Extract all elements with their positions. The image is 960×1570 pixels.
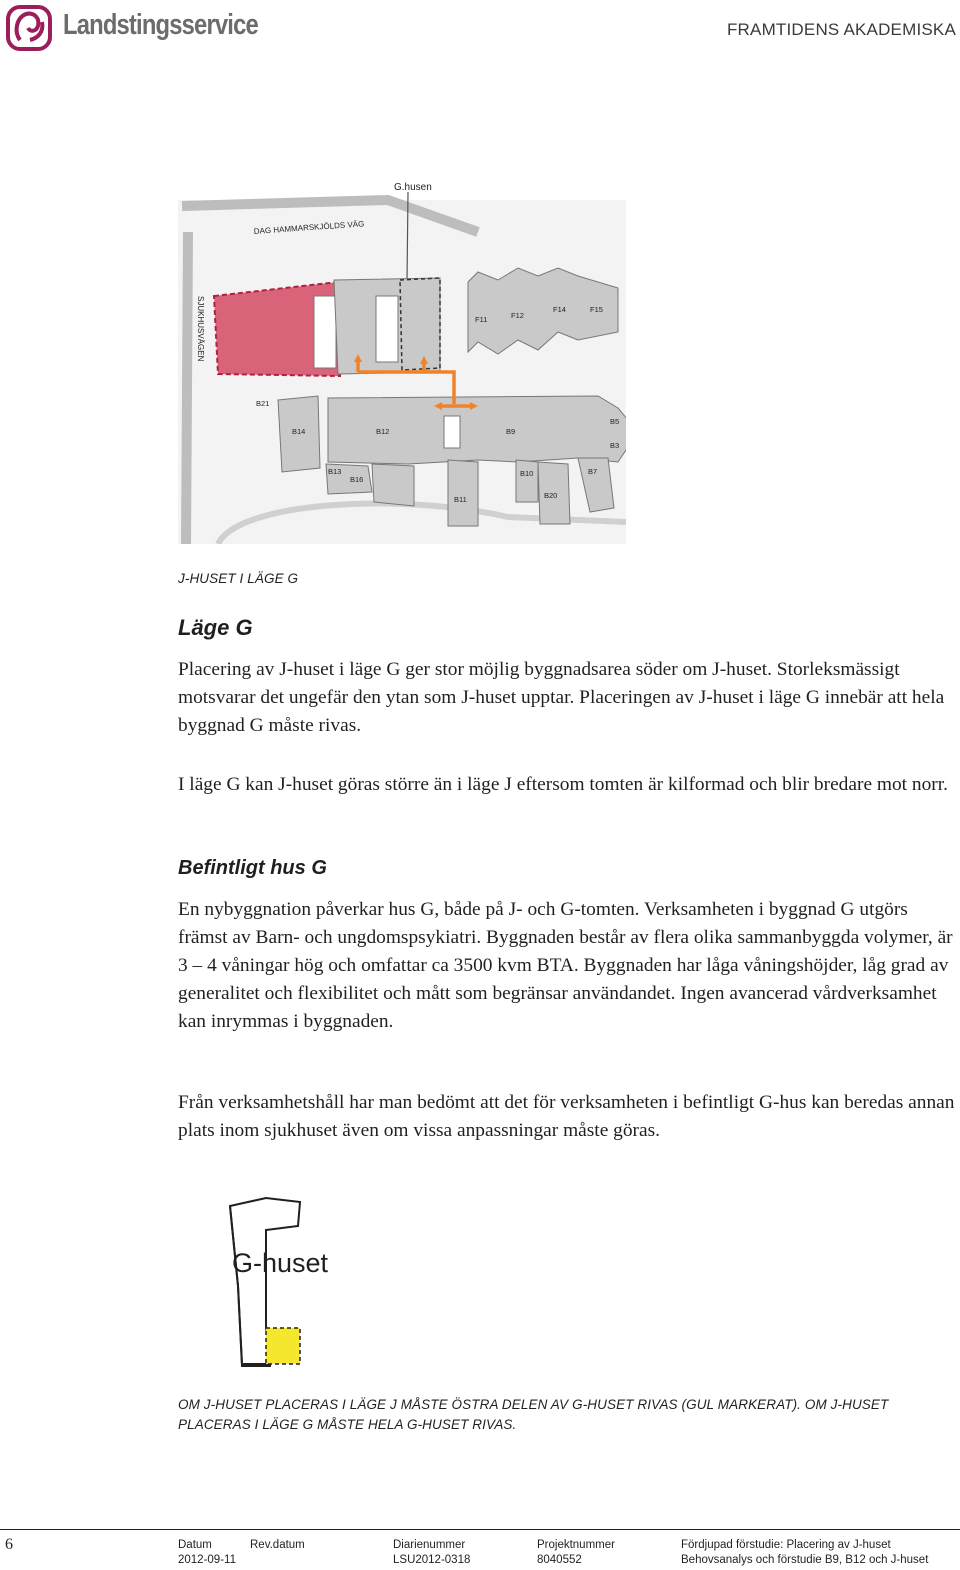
diagram-label: G-huset (232, 1248, 329, 1278)
bldg-label: F12 (511, 311, 524, 320)
bldg-label: F15 (590, 305, 603, 314)
footer-value: LSU2012-0318 (393, 1554, 471, 1566)
footer-divider (0, 1529, 960, 1530)
footer-title-line: Behovsanalys och förstudie B9, B12 och J-huset (681, 1554, 929, 1566)
footer-title-line: Fördjupad förstudie: Placering av J-huset (681, 1539, 891, 1551)
footer-projektnummer (537, 1538, 615, 1568)
bldg-label: B20 (544, 491, 558, 500)
footer-document-title (681, 1538, 928, 1568)
figure-caption: OM J-HUSET PLACERAS I LÄGE J MÅSTE ÖSTRA DELEN AV G-HUSET RIVAS (GUL MARKERAT). OM J-HUSET PLACERAS I LÄGE G MÅSTE HELA G-HUSET RIVAS. (178, 1397, 889, 1432)
bldg-label: F14 (553, 305, 566, 314)
body-paragraph: Placering av J-huset i läge G ger stor möjlig byggnadsarea söder om J-huset. Storleksmässigt motsvarar det ungefär den ytan som J-huset upptar. Placeringen av J-huset i läge G innebär att hela byggnad G måste rivas. (178, 659, 945, 736)
landstingsservice-logo-icon (6, 4, 52, 52)
bldg-label: B5 (610, 417, 620, 426)
map-label-top: G.husen (394, 182, 432, 193)
body-paragraph: Från verksamhetshåll har man bedömt att det för verksamheten i befintligt G-hus kan beredas annan plats inom sjukhuset även om vissa anpassningar måste göras. (178, 1092, 955, 1141)
footer-label: Projektnummer (537, 1539, 615, 1551)
section-heading: Läge G (178, 615, 253, 640)
body-paragraph: I läge G kan J-huset göras större än i läge J eftersom tomten är kilformad och blir bredare mot norr. (178, 774, 948, 795)
bldg-label: B14 (292, 427, 306, 436)
footer-label: Rev.datum (250, 1539, 305, 1551)
bldg-label: B3 (610, 441, 620, 450)
footer-datum (178, 1538, 236, 1568)
footer-label: Diarienummer (393, 1539, 466, 1551)
map-road-2: SJUKHUSVÄGEN (196, 296, 205, 362)
body-paragraph: En nybyggnation påverkar hus G, både på J- och G-tomten. Verksamheten i byggnad G utgörs främst av Barn- och ungdomspsykiatri. Byggnaden består av flera olika sammanbyggda volymer, är 3 – 4 våningar hög och omfattar ca 3500 kvm BTA. Byggnaden har låga våningshöjder, låg grad av generalitet och flexibilitet och mått som begränsar användandet. Ingen avancerad vårdverksamhet kan inrymmas i byggnaden. (178, 899, 953, 1032)
bldg-label: B16 (350, 475, 364, 484)
bldg-label: B12 (376, 427, 390, 436)
brand-name: Landstingsservice (63, 9, 258, 41)
document-series-title: FRAMTIDENS AKADEMISKA (726, 20, 956, 39)
bldg-label: B13 (328, 467, 342, 476)
bldg-label: B9 (506, 427, 516, 436)
figure-caption: J-HUSET I LÄGE G (178, 571, 299, 586)
bldg-label: B7 (588, 467, 598, 476)
footer-diarienummer (393, 1538, 470, 1568)
footer-value: 8040552 (537, 1554, 582, 1566)
footer-revdatum (250, 1538, 305, 1553)
g-huset-diagram (226, 1196, 336, 1372)
site-plan-map (178, 172, 626, 544)
bldg-label: B10 (520, 469, 534, 478)
page-number: 6 (5, 1536, 13, 1553)
yellow-demolition-area (266, 1328, 300, 1364)
bldg-label: B11 (454, 495, 467, 504)
map-road-1: DAG HAMMARSKJÖLDS VÄG (253, 219, 365, 236)
footer-label: Datum (178, 1539, 212, 1551)
bldg-label: B21 (256, 399, 270, 408)
bldg-label: F11 (475, 315, 488, 324)
section-heading: Befintligt hus G (178, 857, 327, 879)
footer-value: 2012-09-11 (178, 1554, 236, 1566)
